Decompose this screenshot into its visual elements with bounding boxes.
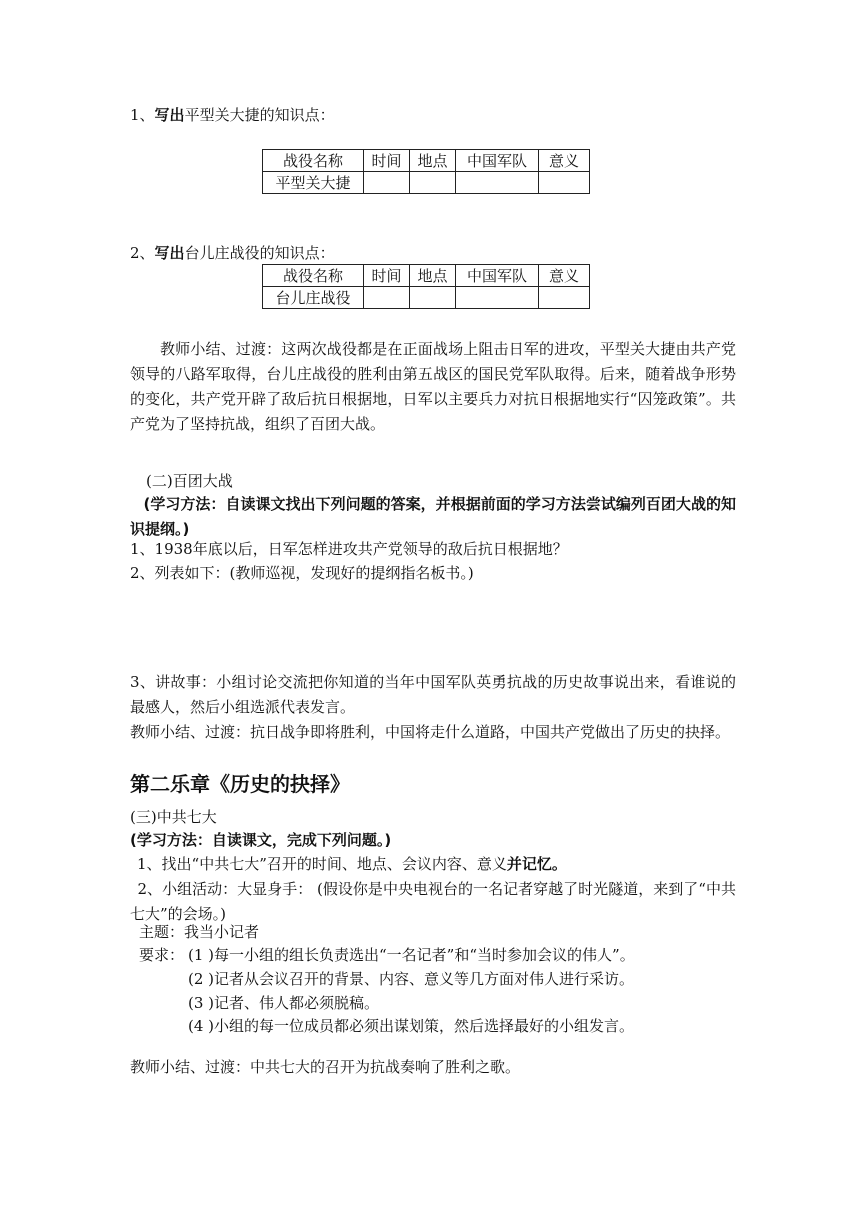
section-2-question-3: 3、讲故事：小组讨论交流把你知道的当年中国军队英勇抗战的历史故事说出来，看谁说的最感人，然后小组选派代表发言。 xyxy=(130,673,736,716)
question-2 xyxy=(130,243,335,263)
section-3-title: (三)中共七大 xyxy=(130,808,217,826)
table-row xyxy=(263,287,590,309)
table-cell xyxy=(364,172,410,194)
table-cell xyxy=(410,287,456,309)
table-header-cell: 中国军队 xyxy=(456,265,539,287)
question-2-text: 台儿庄战役的知识点： xyxy=(184,244,335,262)
teacher-summary-2: 教师小结、过渡：抗日战争即将胜利，中国将走什么道路，中国共产党做出了历史的抉择。 xyxy=(130,723,731,741)
requirements-label: 要求： xyxy=(139,946,185,964)
table-cell: 平型关大捷 xyxy=(263,172,364,194)
table-header-cell: 战役名称 xyxy=(263,150,364,172)
table-header-cell: 时间 xyxy=(364,150,410,172)
knowledge-table-1 xyxy=(262,149,590,194)
teacher-summary-3: 教师小结、过渡：中共七大的召开为抗战奏响了胜利之歌。 xyxy=(130,1058,521,1076)
table-header-cell: 战役名称 xyxy=(263,265,364,287)
question-2-verb: 写出 xyxy=(154,244,185,262)
table-cell: 台儿庄战役 xyxy=(263,287,364,309)
table-cell xyxy=(456,287,539,309)
knowledge-table-2 xyxy=(262,264,590,309)
section-3-question-1 xyxy=(137,854,567,874)
question-1-number: 1、 xyxy=(130,106,155,124)
section-3-question-1-emphasis: 并记忆。 xyxy=(506,855,567,873)
question-1-verb: 写出 xyxy=(154,106,185,124)
requirement-item-4: (4 )小组的每一位成员都必须出谋划策，然后选择最好的小组发言。 xyxy=(188,1017,635,1035)
table-header-cell: 意义 xyxy=(539,265,590,287)
question-1 xyxy=(130,105,335,125)
table-cell xyxy=(456,172,539,194)
section-2-question-1: 1、1938年底以后，日军怎样进攻共产党领导的敌后抗日根据地？ xyxy=(130,540,568,558)
theme-line: 主题：我当小记者 xyxy=(139,923,260,941)
chapter-heading: 第二乐章《历史的抉择》 xyxy=(130,772,350,796)
section-3-question-1-text: 1、找出“中共七大”召开的时间、地点、会议内容、意义 xyxy=(137,855,507,873)
teacher-summary-1: 教师小结、过渡：这两次战役都是在正面战场上阻击日军的进攻，平型关大捷由共产党领导的八路军取得，台儿庄战役的胜利由第五战区的国民党军队取得。后来，随着战争形势的变化，共产党开辟了敌后抗日根据地，日军以主要兵力对抗日根据地实行“囚笼政策”。共产党为了坚持抗战，组织了百团大战。 xyxy=(130,340,736,433)
table-header-cell: 中国军队 xyxy=(456,150,539,172)
section-2-title: (二)百团大战 xyxy=(146,472,233,490)
requirement-item-2: (2 )记者从会议召开的背景、内容、意义等几方面对伟人进行采访。 xyxy=(188,970,635,988)
table-header-cell: 地点 xyxy=(410,150,456,172)
section-3-method: (学习方法：自读课文，完成下列问题。) xyxy=(130,831,392,849)
table-header-cell: 地点 xyxy=(410,265,456,287)
requirement-item-3: (3 )记者、伟人都必须脱稿。 xyxy=(188,994,380,1012)
table-header-cell: 时间 xyxy=(364,265,410,287)
section-2-question-2: 2、列表如下：(教师巡视，发现好的提纲指名板书。) xyxy=(130,564,474,582)
table-cell xyxy=(410,172,456,194)
table-header-cell: 意义 xyxy=(539,150,590,172)
question-2-number: 2、 xyxy=(130,244,155,262)
table-row xyxy=(263,172,590,194)
section-3-question-2: 2、小组活动：大显身手： (假设你是中央电视台的一名记者穿越了时光隧道，来到了“中共七大”的会场。) xyxy=(130,880,736,923)
section-2-method: (学习方法：自读课文找出下列问题的答案，并根据前面的学习方法尝试编列百团大战的知识提纲。) xyxy=(130,495,736,538)
table-cell xyxy=(539,172,590,194)
table-cell xyxy=(364,287,410,309)
table-header-row xyxy=(263,265,590,287)
table-cell xyxy=(539,287,590,309)
question-1-text: 平型关大捷的知识点： xyxy=(184,106,335,124)
table-header-row xyxy=(263,150,590,172)
requirement-item-1: (1 )每一小组的组长负责选出“一名记者”和“当时参加会议的伟人”。 xyxy=(188,946,635,964)
